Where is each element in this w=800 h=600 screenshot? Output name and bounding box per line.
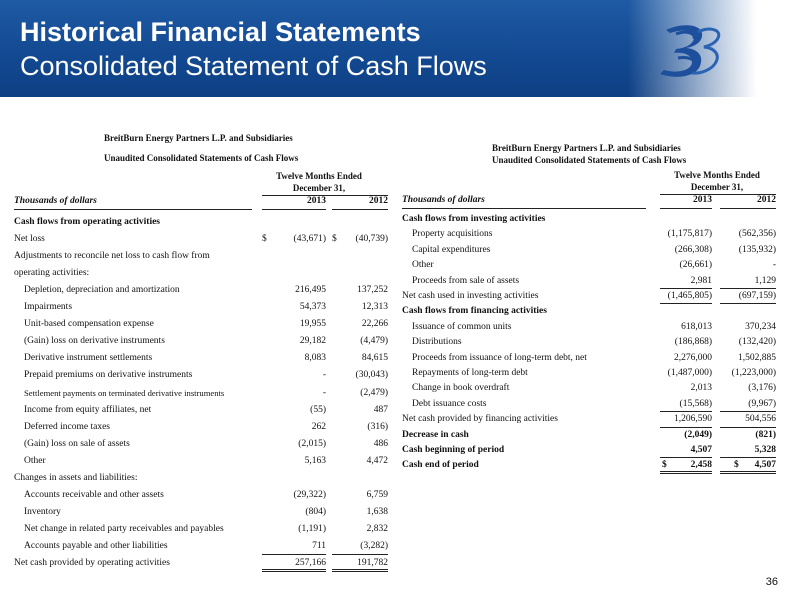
table-row <box>402 443 782 458</box>
value-2013: (2,015) <box>298 438 326 449</box>
table-row <box>402 351 782 366</box>
value-2013: 2,458 <box>660 458 712 473</box>
row-label: Depletion, depreciation and amortization <box>24 285 180 296</box>
value-2013: 4,507 <box>660 443 712 458</box>
statement-name: Unaudited Consolidated Statements of Cash Flows <box>104 153 299 163</box>
table-row <box>14 214 394 231</box>
table-row <box>402 366 782 381</box>
value-2013 <box>262 470 326 487</box>
value-2012: 504,556 <box>720 412 776 427</box>
row-label: Adjustments to reconcile net loss to cash flow from <box>14 251 210 262</box>
row-label: Net loss <box>14 234 45 245</box>
value-2012: (40,739) <box>355 234 388 245</box>
value-2012: (132,420) <box>738 337 776 348</box>
currency-symbol: $ <box>734 460 739 471</box>
value-2012: 22,266 <box>361 319 388 330</box>
period-header-line1: Twelve Months Ended <box>276 171 362 181</box>
value-2012: 4,472 <box>366 455 388 466</box>
row-label: Impairments <box>24 302 73 313</box>
column-header-2013: 2013 <box>693 195 712 205</box>
row-label: Other <box>24 455 46 466</box>
value-2013: (1,191) <box>298 523 326 534</box>
value-2012 <box>720 212 776 227</box>
row-label: Capital expenditures <box>412 244 491 255</box>
value-2012: 1,502,885 <box>738 352 776 363</box>
row-label: Net cash provided by financing activities <box>402 414 558 425</box>
value-2013: (1,487,000) <box>667 368 712 378</box>
row-label: Accounts payable and other liabilities <box>24 540 168 551</box>
table-row <box>14 231 394 248</box>
value-2012: (1,223,000) <box>731 368 776 378</box>
row-label: Net cash used in investing activities <box>402 291 539 301</box>
row-label: Proceeds from issuance of long-term debt, net <box>412 352 587 363</box>
row-label: Net cash provided by operating activities <box>14 558 170 568</box>
value-2012: 4,507 <box>720 458 776 473</box>
breitburn-logo-icon <box>652 20 724 82</box>
table-row <box>14 453 394 470</box>
table-row <box>14 299 394 316</box>
table-row <box>14 419 394 436</box>
table-row <box>14 333 394 350</box>
value-2013: (26,661) <box>679 260 712 271</box>
value-2012: (3,176) <box>748 383 776 394</box>
row-label: Accounts receivable and other assets <box>24 489 164 500</box>
table-row <box>402 304 782 319</box>
value-2013: 2,981 <box>660 274 712 289</box>
value-2012: (821) <box>755 429 776 440</box>
row-label: Cash end of period <box>402 460 479 471</box>
value-2012 <box>332 265 388 282</box>
table-row <box>14 265 394 282</box>
row-label: Property acquisitions <box>412 229 493 240</box>
value-2013: 262 <box>311 421 326 432</box>
value-2013: 216,495 <box>295 285 326 296</box>
value-2013: (29,322) <box>293 489 326 500</box>
value-2012: 486 <box>373 438 388 449</box>
value-2013: - <box>322 370 326 381</box>
table-row <box>402 412 782 427</box>
page-number: 36 <box>765 576 778 588</box>
units-underline <box>14 209 252 210</box>
row-label: Debt issuance costs <box>412 398 487 409</box>
row-label: Prepaid premiums on derivative instruments <box>24 370 193 381</box>
value-2012: (562,356) <box>738 229 776 240</box>
value-2013: (1,465,805) <box>660 289 712 304</box>
units-label: Thousands of dollars <box>14 196 97 206</box>
value-2013 <box>660 212 712 227</box>
value-2013: (266,308) <box>674 244 712 255</box>
row-label: Cash flows from investing activities <box>402 214 546 224</box>
currency-symbol: $ <box>332 234 337 245</box>
col1-underline <box>660 208 712 209</box>
value-2013: - <box>322 387 326 398</box>
col2-underline <box>720 208 776 209</box>
col1-underline <box>262 209 326 210</box>
row-label: Repayments of long-term debt <box>412 368 528 378</box>
row-label: Net change in related party receivables and payables <box>24 523 224 534</box>
value-2013: (186,868) <box>674 337 712 348</box>
column-header-2012: 2012 <box>757 195 776 205</box>
table-row <box>402 335 782 350</box>
table-row <box>14 487 394 504</box>
page-title: Historical Financial Statements <box>20 17 421 47</box>
value-2013 <box>660 304 712 319</box>
value-2013: 29,182 <box>299 336 326 347</box>
value-2013: 711 <box>262 538 326 555</box>
table-row <box>14 521 394 538</box>
row-label: Cash flows from operating activities <box>14 217 161 227</box>
value-2012: 191,782 <box>332 555 388 572</box>
table-row <box>402 258 782 273</box>
value-2013: 618,013 <box>681 321 712 332</box>
company-name: BreitBurn Energy Partners L.P. and Subsidiaries <box>492 143 681 153</box>
value-2012: 5,328 <box>720 443 776 458</box>
row-label: Unit-based compensation expense <box>24 319 154 330</box>
row-label: Cash beginning of period <box>402 445 505 455</box>
value-2012: (9,967) <box>720 397 776 412</box>
value-2012: (30,043) <box>355 370 388 381</box>
table-row <box>402 227 782 242</box>
table-row <box>402 458 782 473</box>
value-2012: 370,234 <box>745 321 776 332</box>
value-2012: 12,313 <box>361 302 388 313</box>
value-2013: (55) <box>310 404 326 415</box>
row-label: (Gain) loss on derivative instruments <box>24 336 165 347</box>
value-2013: (1,175,817) <box>667 229 712 240</box>
currency-symbol: $ <box>262 234 267 245</box>
value-2013: 2,276,000 <box>674 352 712 363</box>
row-label: operating activities: <box>14 268 90 279</box>
table-row <box>14 316 394 333</box>
value-2012: 137,252 <box>357 285 388 296</box>
table-row <box>14 504 394 521</box>
period-header-line2: December 31, <box>292 183 346 193</box>
row-label: Issuance of common units <box>412 321 512 332</box>
row-label: Distributions <box>412 337 462 348</box>
table-row <box>14 436 394 453</box>
table-row <box>14 385 394 402</box>
table-row <box>402 289 782 304</box>
value-2013 <box>262 248 326 265</box>
value-2012: (2,479) <box>360 387 388 398</box>
row-label: Other <box>412 260 434 271</box>
value-2012 <box>332 248 388 265</box>
table-row <box>402 274 782 289</box>
table-row <box>14 350 394 367</box>
table-row <box>402 397 782 412</box>
row-label: Deferred income taxes <box>24 421 110 432</box>
row-label: Cash flows from financing activities <box>402 306 547 317</box>
row-label: Income from equity affiliates, net <box>24 404 152 415</box>
value-2012: 487 <box>373 404 388 415</box>
value-2012: (316) <box>367 421 388 432</box>
value-2012: 2,832 <box>366 523 388 534</box>
value-2013: 1,206,590 <box>660 412 712 427</box>
value-2012 <box>720 304 776 319</box>
row-label: Change in book overdraft <box>412 383 510 394</box>
table-row <box>14 367 394 384</box>
table-row <box>14 402 394 419</box>
table-row <box>14 470 394 487</box>
table-row <box>14 538 394 555</box>
value-2013 <box>262 214 326 231</box>
value-2012: 1,638 <box>366 506 388 517</box>
row-label: Derivative instrument settlements <box>24 353 153 364</box>
row-label: Inventory <box>24 506 61 517</box>
table-row <box>402 212 782 227</box>
column-header-2013: 2013 <box>307 196 326 206</box>
column-header-2012: 2012 <box>369 196 388 206</box>
value-2012: 1,129 <box>720 274 776 289</box>
units-label: Thousands of dollars <box>402 195 485 205</box>
value-2013: 54,373 <box>299 302 326 313</box>
operating-activities-table <box>14 130 394 568</box>
row-label: Changes in assets and liabilities: <box>14 472 138 483</box>
row-label: Decrease in cash <box>402 429 469 440</box>
value-2012: (4,479) <box>360 336 388 347</box>
table-row <box>402 320 782 335</box>
period-header-line1: Twelve Months Ended <box>674 170 760 180</box>
row-label: (Gain) loss on sale of assets <box>24 438 130 449</box>
currency-symbol: $ <box>662 460 667 471</box>
value-2012: 6,759 <box>366 489 388 500</box>
value-2013: 2,013 <box>690 383 712 394</box>
value-2013: 19,955 <box>299 319 326 330</box>
investing-financing-table <box>402 140 782 471</box>
value-2013: 8,083 <box>304 353 326 364</box>
table-row <box>402 243 782 258</box>
value-2013 <box>262 265 326 282</box>
table-row <box>14 282 394 299</box>
table-row <box>402 428 782 443</box>
period-header-line2: December 31, <box>690 182 744 192</box>
value-2013: (804) <box>305 506 326 517</box>
value-2012 <box>332 470 388 487</box>
value-2013: (15,568) <box>660 397 712 412</box>
table-row <box>402 381 782 396</box>
table-row <box>14 248 394 265</box>
value-2013: (43,671) <box>293 234 326 245</box>
value-2012: (135,932) <box>738 244 776 255</box>
table-row <box>14 555 394 572</box>
value-2012 <box>332 214 388 231</box>
row-label: Settlement payments on terminated derivative instruments <box>24 387 225 398</box>
value-2013: 5,163 <box>304 455 326 466</box>
statement-name: Unaudited Consolidated Statements of Cash Flows <box>492 155 687 165</box>
value-2012: - <box>772 260 776 271</box>
col2-underline <box>332 209 388 210</box>
company-name: BreitBurn Energy Partners L.P. and Subsidiaries <box>104 133 293 143</box>
value-2013: 257,166 <box>262 555 326 572</box>
value-2012: (3,282) <box>332 538 388 555</box>
page-subtitle: Consolidated Statement of Cash Flows <box>20 51 487 81</box>
units-underline <box>402 208 646 209</box>
row-label: Proceeds from sale of assets <box>412 275 520 286</box>
value-2013: (2,049) <box>684 429 712 440</box>
value-2012: 84,615 <box>361 353 388 364</box>
value-2012: (697,159) <box>720 289 776 304</box>
